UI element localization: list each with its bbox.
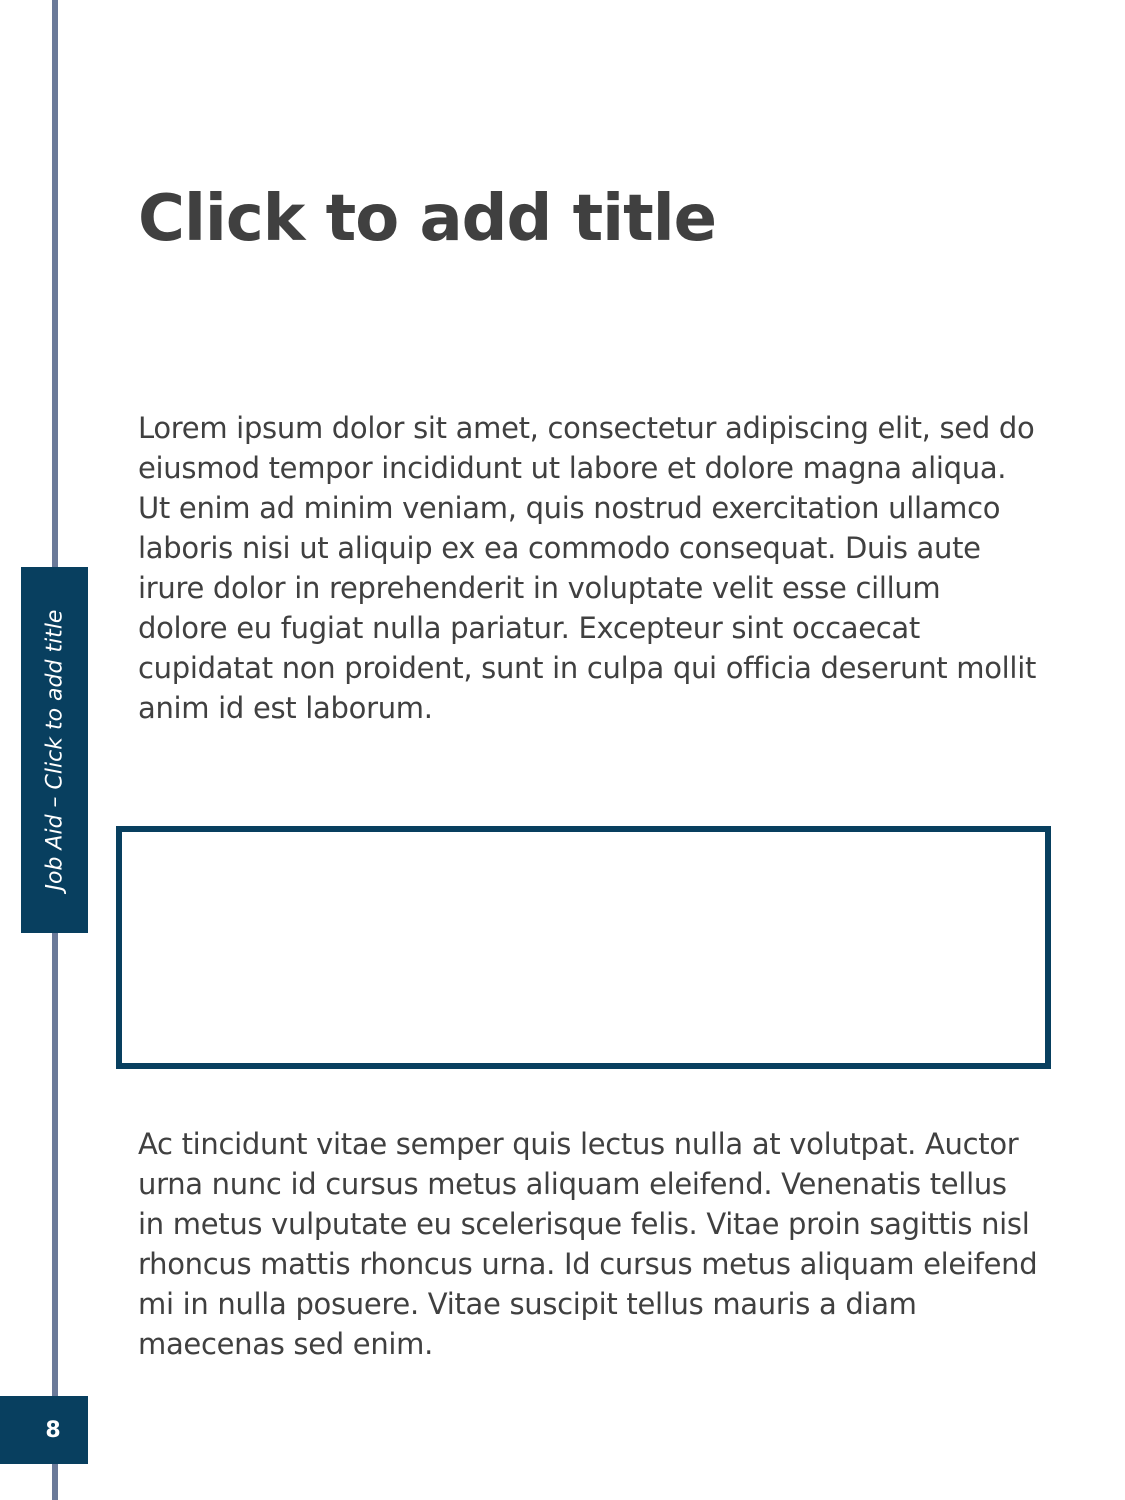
page-title[interactable]: Click to add title xyxy=(138,182,717,256)
side-tab-label: Job Aid – Click to add title xyxy=(42,609,67,891)
side-tab xyxy=(21,567,88,933)
body-paragraph-2: Ac tincidunt vitae semper quis lectus nulla at volutpat. Auctor urna nunc id cursus metus aliquam eleifend. Venenatis tellus in metus vulputate eu scelerisque felis. Vitae proin sagittis nisl rhoncus mattis rhoncus urna. Id cursus metus aliquam eleifend mi in nulla posuere. Vitae suscipit tellus mauris a diam maecenas sed enim. xyxy=(138,1127,1038,1361)
body-paragraph-1: Lorem ipsum dolor sit amet, consectetur adipiscing elit, sed do eiusmod tempor incididunt ut labore et dolore magna aliqua. Ut enim ad minim veniam, quis nostrud exercitation ullamco laboris nisi ut aliquip ex ea commodo consequat. Duis aute irure dolor in reprehenderit in voluptate velit esse cillum dolore eu fugiat nulla pariatur. Excepteur sint occaecat cupidatat non proident, sunt in culpa qui officia deserunt mollit anim id est laborum. xyxy=(138,411,1037,725)
content-frame[interactable] xyxy=(116,826,1051,1069)
page-number: 8 xyxy=(0,1396,88,1464)
